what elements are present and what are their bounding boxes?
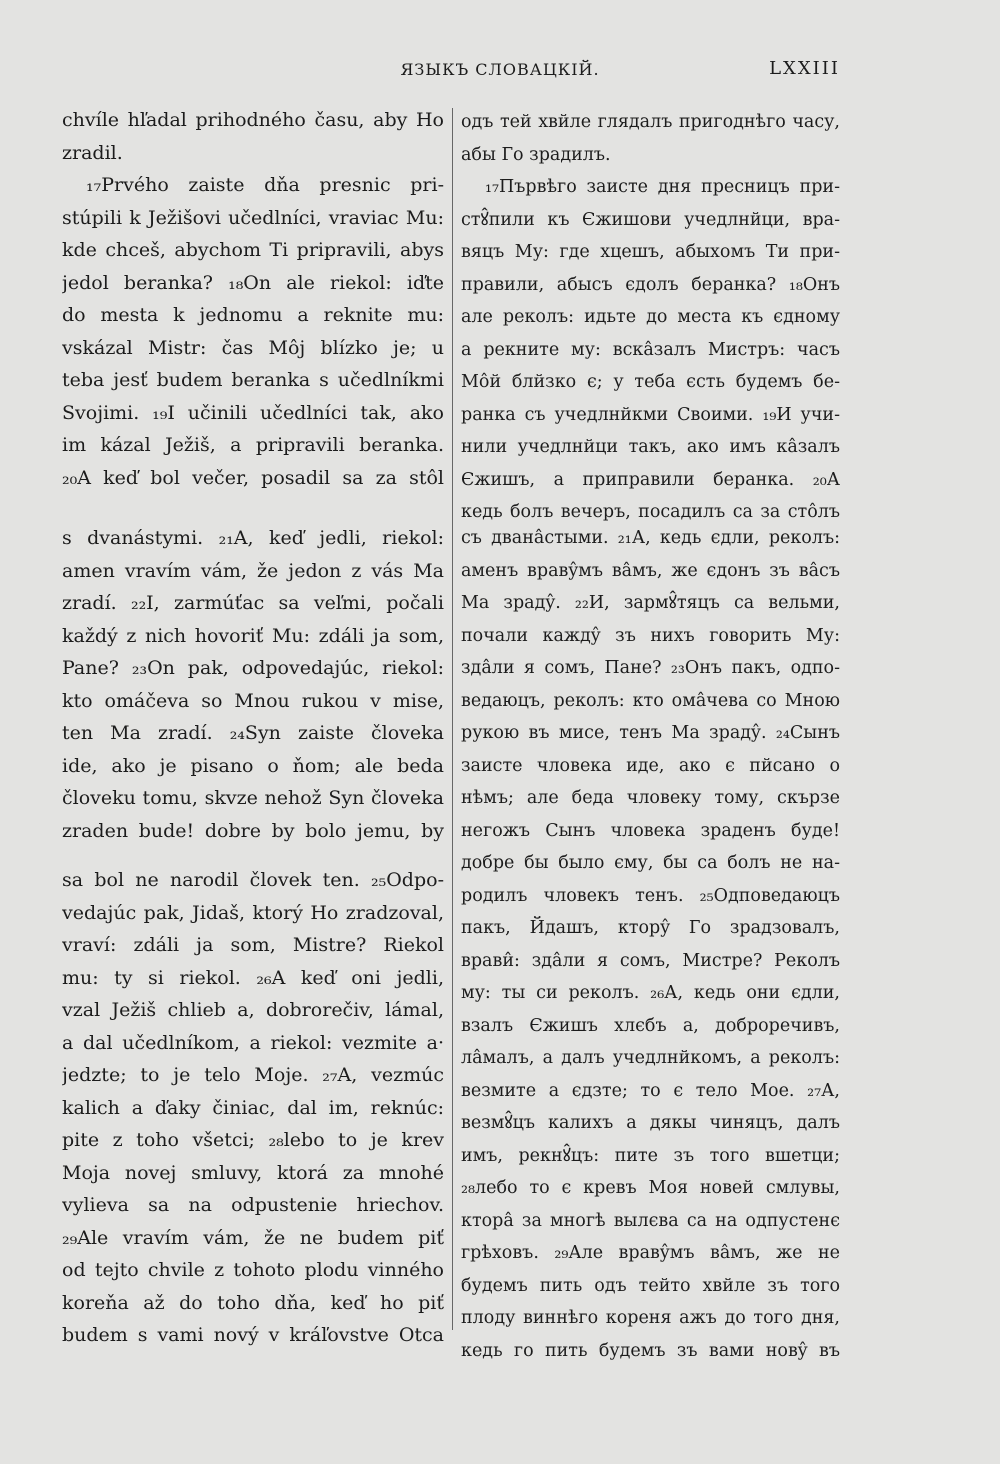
text-line: jedzte; to je telo Moje. ₂₇A, vezmúc [62, 1064, 444, 1086]
text-line: кторâ за многѣ вылєва са на одпустенє [461, 1210, 840, 1231]
text-line: кедь болъ вечеръ, посадилъ са за стôлъ [461, 502, 840, 522]
text-line: добре бы было єму, бы са болъ не на- [461, 853, 840, 873]
text-line: нѣмъ; але беда чловеку тому, скързе [461, 788, 840, 808]
text-line: Moja novej smluvy, ktorá za mnohé [62, 1161, 444, 1184]
text-line: ide, ako je pisano o ňom; ale beda [62, 754, 444, 777]
text-line: почали каждŷ зъ нихъ говорить Му: [461, 625, 840, 646]
text-line: Ма зрадŷ. ₂₂И, зармꙋ̂тяцъ са вельми, [461, 593, 840, 613]
text-line: amen vravím vám, že jedon z vás Ma [62, 559, 444, 582]
text-line: im kázal Ježiš, a pripravili beranka. [62, 434, 444, 456]
text-line: родилъ чловекъ тенъ. ₂₅Одповедаюцъ [461, 885, 840, 906]
text-line: ведаюцъ, реколъ: кто омâчева со Мною [461, 690, 840, 711]
text-line: ₁₇Prvého zaiste dňa presnic pri- [86, 174, 444, 196]
text-line: абы Го зрадилъ. [461, 144, 611, 165]
text-line: заисте чловека иде, ако є пйсано о [461, 755, 840, 776]
text-line: имъ, рекнꙋ̂цъ: пите зъ того вшетци; [461, 1145, 840, 1166]
text-line: vylieva sa na odpustenie hriechov. [62, 1194, 444, 1216]
text-line: teba jesť budem beranka s učedlníkmi [62, 369, 444, 391]
text-line: аменъ вравŷмъ вâмъ, же єдонъ зъ вâсъ [461, 560, 840, 581]
text-line: рукою въ мисе, тенъ Ма зрадŷ. ₂₄Сынъ [461, 723, 840, 743]
page-number: LXXIII [769, 58, 840, 79]
text-line: a dal učedlníkom, a riekol: vezmite a· [62, 1031, 444, 1054]
text-line: zraden bude! dobre by bolo jemu, by [62, 819, 444, 842]
text-line: вяцъ Му: где хцешъ, абыхомъ Ти при- [461, 242, 840, 262]
running-head: ЯЗЫКЪ СЛОВАЦКІЙ. [400, 60, 600, 79]
text-line: Svojimi. ₁₉I učinili učedlníci tak, ako [62, 401, 444, 424]
text-line: do mesta k jednomu a reknite mu: [62, 304, 444, 326]
text-line: а рекните му: вскâзалъ Мистръ: часъ [461, 339, 840, 360]
text-line: ₂₀A keď bol večer, posadil sa za stôl [62, 466, 444, 489]
text-line: Мôй блйзко є; у теба єсть будемъ бе- [461, 372, 840, 392]
text-line: s dvanástymi. ₂₁A, keď jedli, riekol: [62, 527, 444, 549]
text-line: нили учедлнйци такъ, ако имъ кâзалъ [461, 437, 840, 457]
text-line: vraví: zdáli ja som, Mistre? Riekol [62, 934, 444, 956]
text-line: zradí. ₂₂I, zarmúťac sa veľmi, počali [62, 592, 444, 614]
text-line: sa bol ne narodil človek ten. ₂₅Odpo- [62, 869, 444, 891]
text-line: vedajúc pak, Jidaš, ktorý Ho zradzoval, [62, 901, 444, 924]
text-line: kde chceš, abychom Ti pripravili, abys [62, 239, 444, 261]
cyrillic-paragraph-1 [461, 106, 840, 529]
text-line: ранка съ учедлнйкми Своими. ₁₉И учи- [461, 404, 840, 425]
text-line: але реколъ: идьте до места къ єдному [461, 307, 840, 327]
text-line: jedol beranka? ₁₈On ale riekol: iďte [62, 271, 444, 294]
text-line: budem s vami nový v kráľovstve Otca [62, 1324, 444, 1346]
text-line: ₁₇Първѣго заисте дня пресницъ при- [485, 177, 840, 197]
text-line: zradil. [62, 141, 123, 164]
text-line: kalich a ďaky činiac, dal im, reknúc: [62, 1096, 444, 1119]
text-line: грѣховъ. ₂₉Але вравŷмъ вâмъ, же не [461, 1243, 840, 1263]
text-line: každý z nich hovoriť Mu: zdáli ja som, [62, 624, 444, 647]
text-line: Pane? ₂₃On pak, odpovedajúc, riekol: [62, 657, 444, 679]
text-line: пакъ, Йдашъ, кторŷ Го зрадзовалъ, [461, 918, 840, 938]
text-line: mu: ty si riekol. ₂₆A keď oni jedli, [62, 966, 444, 989]
text-line: взалъ Єжишъ хлєбъ а, доброречивъ, [461, 1015, 840, 1036]
text-line: koreňa až do toho dňa, keď ho piť [62, 1291, 444, 1314]
text-line: chvíle hľadal prihodného času, aby Ho [62, 109, 444, 131]
text-line: ₂₉Ale vravím vám, že ne budem piť [62, 1226, 444, 1249]
text-line: съ дванâстыми. ₂₁А, кедь єдли, реколъ: [461, 528, 840, 548]
column-divider [452, 108, 453, 1330]
text-line: здâли я сомъ, Пане? ₂₃Онъ пакъ, одпо- [461, 658, 840, 678]
text-line: му: ты си реколъ. ₂₆А, кедь они єдли, [461, 983, 840, 1003]
slovak-paragraph-2 [62, 522, 444, 847]
text-line: ₂₈лебо то є кревъ Моя новей смлувы, [461, 1178, 840, 1198]
cyrillic-paragraph-2 [461, 522, 840, 1367]
text-line: негожъ Сынъ чловека зраденъ буде! [461, 820, 840, 841]
text-line: везмите а єдзте; то є тело Мое. ₂₇А, [461, 1080, 840, 1101]
text-line: vskázal Mistr: čas Môj blízko je; u [62, 336, 444, 359]
text-line: človeku tomu, skvze nehož Syn človeka [62, 787, 444, 809]
text-line: везмꙋ̂цъ калихъ а дякы чиняцъ, далъ [461, 1113, 840, 1133]
text-line: ten Ma zradí. ₂₄Syn zaiste človeka [62, 722, 444, 744]
text-line: одъ тей хвйле глядалъ пригоднѣго часу, [461, 112, 840, 132]
slovak-paragraph-1 [62, 104, 444, 494]
slovak-paragraph-3 [62, 864, 444, 1352]
text-line: od tejto chvile z tohoto plodu vinného [62, 1259, 444, 1281]
text-line: стꙋ̂пили къ Єжишови учедлнйци, вра- [461, 209, 840, 230]
text-line: врави̂: здâли я сомъ, Мистре? Реколъ [461, 950, 840, 971]
text-line: правили, абысъ єдолъ беранка? ₁₈Онъ [461, 274, 840, 295]
text-line: лâмалъ, а далъ учедлнйкомъ, а реколъ: [461, 1048, 840, 1068]
text-line: pite z toho všetci; ₂₈lebo to je krev [62, 1129, 444, 1151]
text-line: будемъ пить одъ тейто хвйле зъ того [461, 1275, 840, 1296]
text-line: кедь го пить будемъ зъ вами новŷ въ [461, 1340, 840, 1361]
text-line: Єжишъ, а приправили беранка. ₂₀А [461, 469, 840, 490]
text-line: kto omáčeva so Mnou rukou v mise, [62, 689, 444, 712]
text-line: stúpili k Ježišovi učedlníci, vraviac Mu: [62, 206, 444, 229]
text-line: vzal Ježiš chlieb a, dobrorečiv, lámal, [62, 999, 444, 1021]
text-line: плоду виннѣго кореня ажъ до того дня, [461, 1308, 840, 1328]
